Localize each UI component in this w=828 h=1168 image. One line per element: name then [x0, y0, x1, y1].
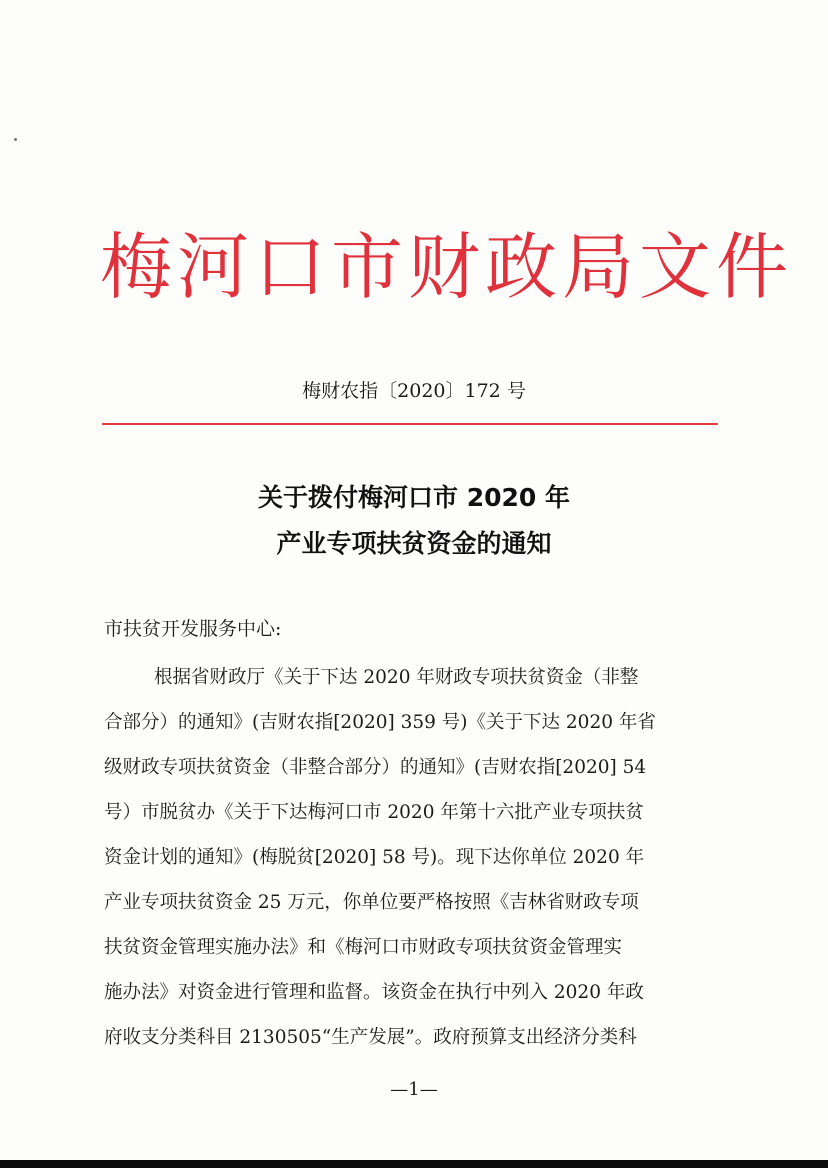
body-line: 府收支分类科目 2130505“生产发展”。政府预算支出经济分类科 [104, 1027, 637, 1048]
addressee: 市扶贫开发服务中心: [104, 618, 282, 640]
body-line: 级财政专项扶贫资金（非整合部分）的通知》(吉财农指[2020] 54 [104, 757, 647, 778]
body-line: 施办法》对资金进行管理和监督。该资金在执行中列入 2020 年政 [104, 982, 644, 1003]
red-divider [102, 423, 718, 425]
body-line: 根据省财政厅《关于下达 2020 年财政专项扶贫资金（非整 [154, 667, 639, 688]
document-number: 梅财农指〔2020〕172 号 [302, 380, 526, 402]
scan-bottom-edge [0, 1160, 828, 1168]
document-title-line-1: 关于拨付梅河口市 2020 年 [258, 483, 570, 512]
page-number: —1— [390, 1079, 438, 1100]
body-line: 扶贫资金管理实施办法》和《梅河口市财政专项扶贫资金管理实 [104, 937, 623, 958]
body-line: 合部分）的通知》(吉财农指[2020] 359 号)《关于下达 2020 年省 [104, 712, 656, 733]
document-title-line-2: 产业专项扶贫资金的通知 [276, 529, 552, 558]
scan-speck [14, 138, 17, 141]
body-line: 资金计划的通知》(梅脱贫[2020] 58 号)。现下达你单位 2020 年 [104, 847, 645, 868]
issuer-header: 梅河口市财政局文件 [100, 225, 794, 309]
body-line: 产业专项扶贫资金 25 万元，你单位要严格按照《吉林省财政专项 [104, 892, 639, 913]
body-line: 号）市脱贫办《关于下达梅河口市 2020 年第十六批产业专项扶贫 [104, 802, 644, 823]
